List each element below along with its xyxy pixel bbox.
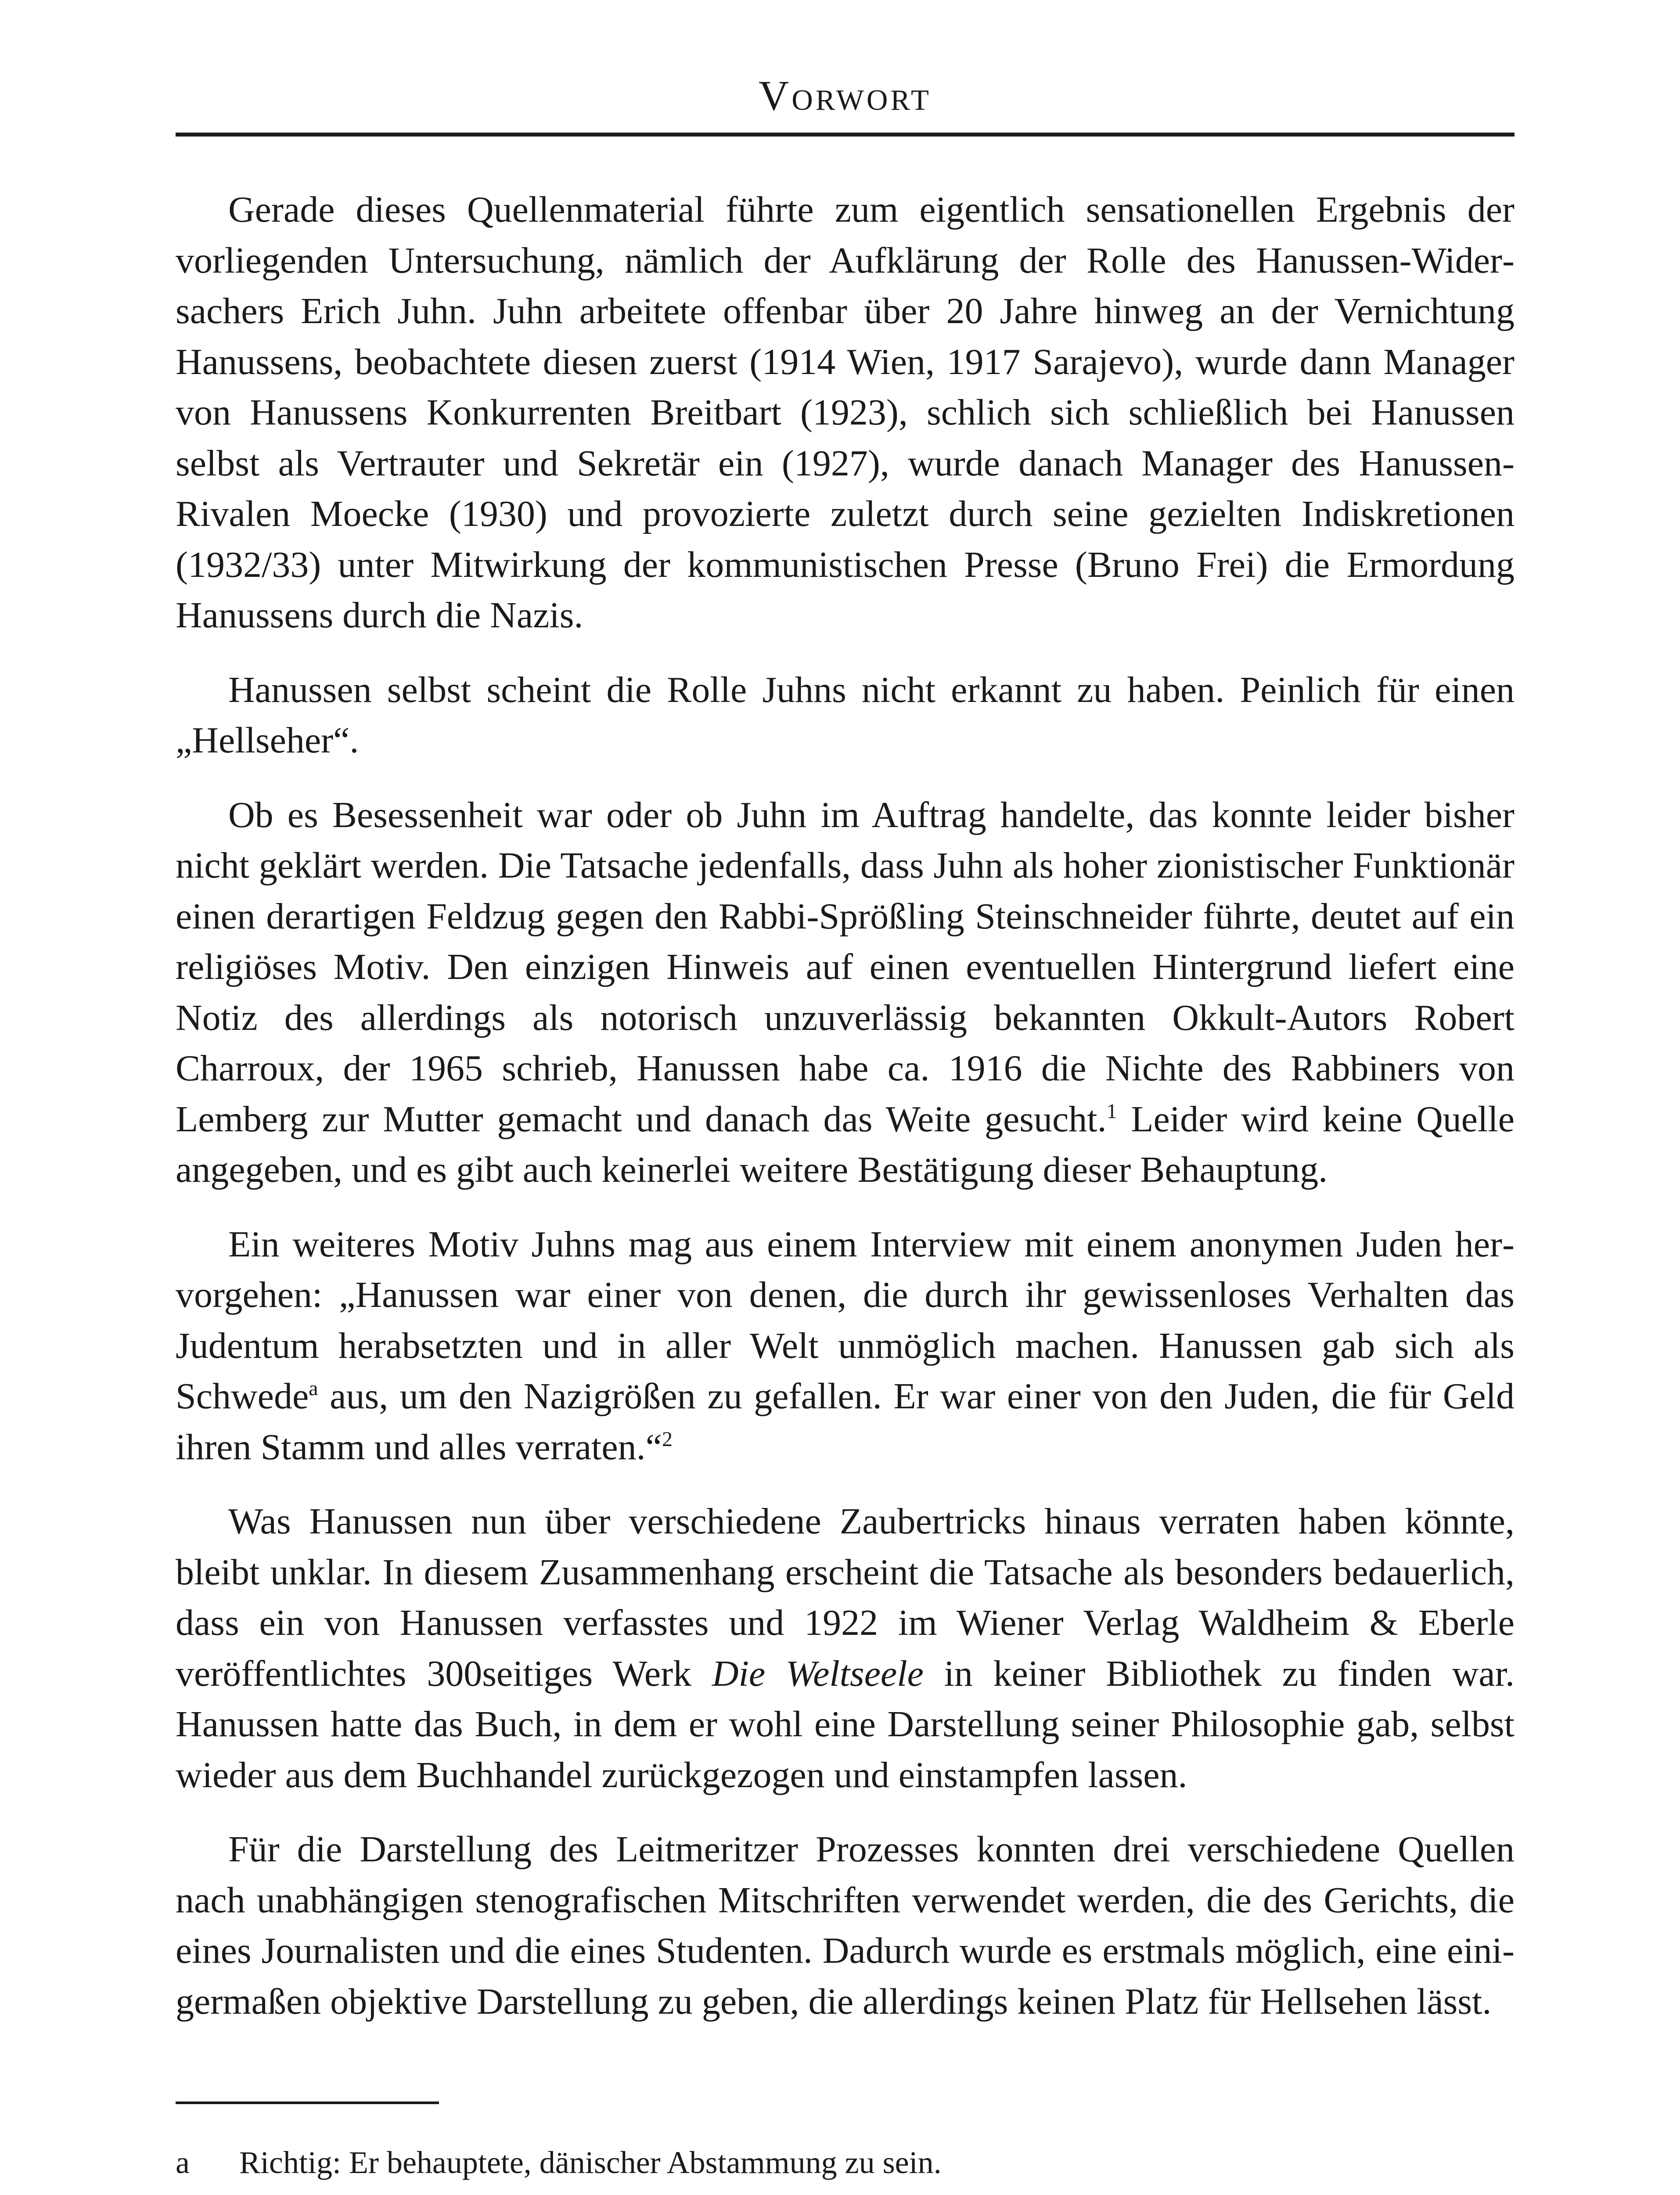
paragraph-1: Gerade dieses Quellenmaterial führte zum eigentlich sensationellen Ergebnis der vorliegenden Untersuchung, nämlich der Aufklärung der Rolle des Hanussen-Widersachers Erich Juhn. Juhn arbeitete offenbar über 20 Jahre hinweg an der Vernichtung Hanussens, beobachtete diesen zuerst (1914 Wien, 1917 Sarajevo), wurde dann Manager von Hanussens Konkurrenten Breitbart (1923), schlich sich schließlich bei Hanussen selbst als Vertrauter und Sekretär ein (1927), wurde danach Manager des Hanussen-Rivalen Moecke (1930) und provozierte zuletzt durch seine gezielten Indiskretionen (1932/33) unter Mitwirkung der kommunistischen Presse (Bruno Frei) die Ermordung Hanussens durch die Nazis. bbox=[176, 189, 1515, 636]
paragraph-4-text-a: Ein weiteres Motiv Juhns mag aus einem Interview mit einem anonymen Juden hervorgehen: „Hanussen war einer von denen, die durch ihr gewissenloses Verhalten das Judentum herabsetzten und in aller Welt unmöglich machen. Hanussen gab sich als Schwede bbox=[176, 1223, 1515, 1417]
footnote-text: Richtig: Er behauptete, dänischer Abstammung zu sein. bbox=[239, 2145, 942, 2180]
footnote-ref-a: a bbox=[309, 1377, 318, 1400]
footnote-ref-2: 2 bbox=[662, 1427, 673, 1451]
footnote bbox=[176, 2141, 1515, 2184]
paragraph-3-text-a: Ob es Besessenheit war oder ob Juhn im Auftrag handelte, das konnte leider bisher nicht geklärt werden. Die Tatsache jedenfalls, dass Juhn als hoher zionistischer Funktionär einen derartigen Feldzug gegen den Rabbi-Sprößling Steinschneider führte, deutet auf ein religiöses Motiv. Den einzigen Hinweis auf einen eventuellen Hintergrund liefert eine Notiz des allerdings als notorisch unzuverlässig bekannten Okkult-Autors Robert Charroux, der 1965 schrieb, Hanussen habe ca. 1916 die Nichte des Rabbiners von Lemberg zur Mutter gemacht und danach das Weite gesucht. bbox=[176, 794, 1515, 1140]
running-header-title: Vorwort bbox=[759, 72, 932, 119]
paragraph-3-text-b: Leider wird keine Quelle angegeben, und es gibt auch keinerlei weitere Bestätigung dieser Behauptung. bbox=[176, 1098, 1515, 1190]
paragraph-6: Für die Darstellung des Leitmeritzer Prozesses konnten drei verschiedene Quellen nach unabhängigen stenografischen Mitschriften verwendet werden, die des Gerichts, die eines Journalisten und die eines Studenten. Dadurch wurde es erstmals möglich, eine einigermaßen objektive Darstellung zu geben, die allerdings keinen Platz für Hellsehen lässt. bbox=[176, 1829, 1515, 2022]
paragraph-2: Hanussen selbst scheint die Rolle Juhns nicht erkannt zu haben. Peinlich für einen „Hellseher“. bbox=[176, 669, 1515, 761]
paragraph-5-text-b: in keiner Bibliothek zu finden war. Hanussen hatte das Buch, in dem er wohl eine Darstellung seiner Philosophie gab, selbst wieder aus dem Buchhandel zurückgezogen und einstampfen lassen. bbox=[176, 1653, 1515, 1796]
footnote-ref-1: 1 bbox=[1106, 1099, 1117, 1123]
paragraph-4-text-b: aus, um den Nazigrößen zu gefallen. Er war einer von den Juden, die für Geld ihren Stamm und alles verraten.“ bbox=[176, 1376, 1515, 1468]
footnote-mark: a bbox=[176, 2145, 190, 2180]
paragraph-4 bbox=[176, 1219, 1515, 1473]
paragraph-3 bbox=[176, 790, 1515, 1195]
book-title: Die Weltseele bbox=[712, 1653, 924, 1694]
header-rule bbox=[176, 133, 1515, 137]
paragraph-5 bbox=[176, 1496, 1515, 1800]
paragraph-5-text-a: Was Hanussen nun über verschiedene Zaubertricks hinaus verraten haben könnte, bleibt unklar. In diesem Zusammenhang erscheint die Tatsache als besonders bedauerlich, dass ein von Hanussen verfasstes und 1922 im Wiener Verlag Waldheim & Eberle veröffentlichtes 300seitiges Werk bbox=[176, 1501, 1515, 1694]
body-text bbox=[176, 184, 1515, 2051]
footnote-rule bbox=[176, 2101, 439, 2104]
